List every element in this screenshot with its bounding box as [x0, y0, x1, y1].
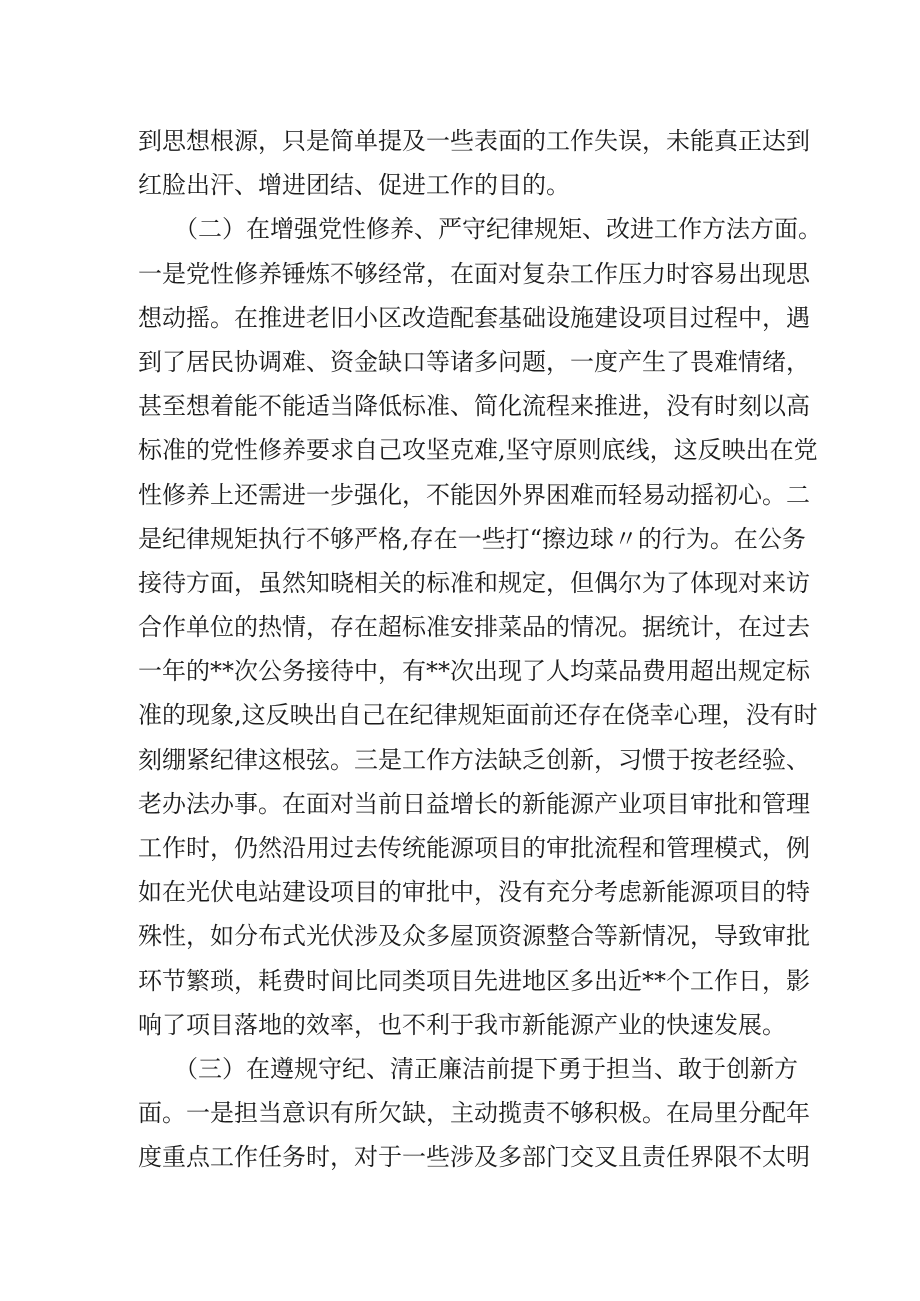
text-line: 环节繁琐，耗费时间比同类项目先进地区多出近**个工作日，影 [138, 966, 810, 995]
text-line: 响了项目落地的效率，也不利于我市新能源产业的快速发展。 [138, 1010, 786, 1039]
text-line: 接待方面，虽然知晓相关的标准和规定，但偶尔为了体现对来访 [138, 568, 810, 597]
text-line: 度重点工作任务时，对于一些涉及多部门交叉且责任界限不太明 [138, 1143, 810, 1172]
section-heading-line: （三）在遵规守纪、清正廉洁前提下勇于担当、敢于创新方 [138, 1054, 798, 1083]
text-line: 一年的**次公务接待中，有**次出现了人均菜品费用超出规定标 [138, 657, 810, 686]
text-line: 到了居民协调难、资金缺口等诸多问题，一度产生了畏难情绪， [138, 347, 810, 376]
text-line: 是纪律规矩执行不够严格,存在一些打“擦边球〃的行为。在公务 [138, 524, 806, 553]
section-heading-line: （二）在增强党性修养、严守纪律规矩、改进工作方法方面。 [138, 215, 822, 244]
text-line: 性修养上还需进一步强化，不能因外界困难而轻易动摇初心。二 [138, 480, 810, 509]
text-line: 工作时，仍然沿用过去传统能源项目的审批流程和管理模式，例 [138, 834, 810, 862]
text-line: 标准的党性修养要求自己攻坚克难,坚守原则底线，这反映出在党 [138, 436, 818, 465]
text-line: 刻绷紧纪律这根弦。三是工作方法缺乏创新，习惯于按老经验、 [138, 745, 810, 774]
text-line: 红脸出汗、增进团结、促进工作的目的。 [138, 171, 570, 200]
text-line: 一是党性修养锤炼不够经常，在面对复杂工作压力时容易出现思 [138, 259, 810, 288]
text-line: 到思想根源，只是简单提及一些表面的工作失误，未能真正达到 [138, 127, 810, 155]
text-line: 面。一是担当意识有所欠缺，主动揽责不够积极。在局里分配年 [138, 1099, 810, 1128]
document-body [138, 119, 822, 1180]
text-line: 甚至想着能不能适当降低标准、简化流程来推进，没有时刻以高 [138, 392, 810, 421]
text-line: 如在光伏电站建设项目的审批中，没有充分考虑新能源项目的特 [138, 878, 810, 907]
text-line: 想动摇。在推进老旧小区改造配套基础设施建设项目过程中，遇 [138, 303, 810, 332]
text-line: 殊性，如分布式光伏涉及众多屋顶资源整合等新情况，导致审批 [138, 922, 810, 951]
text-line: 合作单位的热情，存在超标准安排菜品的情况。据统计，在过去 [138, 613, 810, 642]
text-line: 准的现象,这反映出自己在纪律规矩面前还存在侥幸心理，没有时 [138, 701, 818, 730]
text-line: 老办法办事。在面对当前日益增长的新能源产业项目审批和管理 [138, 789, 810, 818]
